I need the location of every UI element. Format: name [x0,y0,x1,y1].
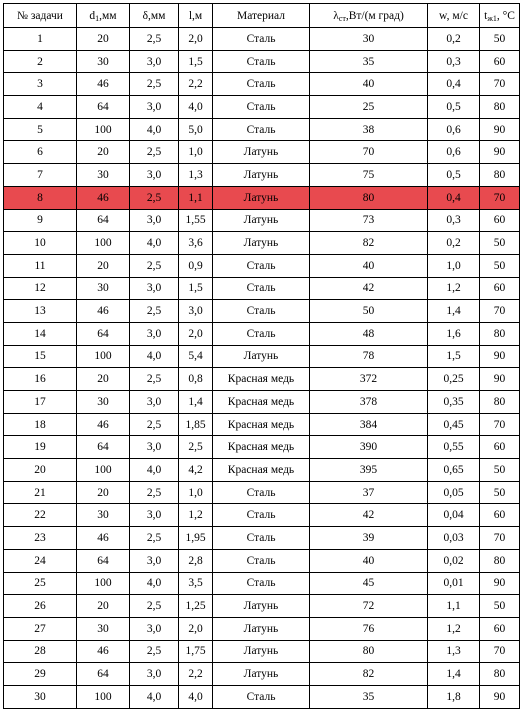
cell-task-number: 18 [4,413,77,436]
cell-thickness: 4,0 [130,459,179,482]
cell-thickness: 3,0 [130,549,179,572]
cell-material: Сталь [213,322,310,345]
header-length: l,м [179,4,213,28]
cell-diameter: 20 [77,254,130,277]
cell-temperature: 60 [480,436,520,459]
table-header [4,4,520,28]
cell-temperature: 90 [480,685,520,708]
cell-task-number: 4 [4,96,77,119]
table-body [4,28,520,709]
cell-length: 1,0 [179,481,213,504]
cell-diameter: 64 [77,209,130,232]
cell-material: Сталь [213,28,310,51]
cell-diameter: 100 [77,572,130,595]
cell-length: 3,0 [179,300,213,323]
cell-length: 1,4 [179,391,213,414]
cell-diameter: 64 [77,663,130,686]
cell-conductivity: 35 [310,685,428,708]
cell-length: 2,0 [179,617,213,640]
cell-velocity: 1,5 [428,345,480,368]
table-row [4,345,520,368]
cell-task-number: 5 [4,118,77,141]
cell-velocity: 0,6 [428,118,480,141]
cell-velocity: 1,1 [428,595,480,618]
cell-conductivity: 38 [310,118,428,141]
cell-conductivity: 25 [310,96,428,119]
cell-velocity: 0,2 [428,28,480,51]
cell-velocity: 1,4 [428,300,480,323]
cell-diameter: 20 [77,141,130,164]
cell-diameter: 64 [77,322,130,345]
cell-velocity: 1,0 [428,254,480,277]
cell-conductivity: 48 [310,322,428,345]
cell-material: Латунь [213,663,310,686]
cell-task-number: 26 [4,595,77,618]
cell-diameter: 100 [77,685,130,708]
cell-material: Красная медь [213,391,310,414]
cell-conductivity: 390 [310,436,428,459]
cell-conductivity: 372 [310,368,428,391]
cell-velocity: 0,2 [428,232,480,255]
cell-velocity: 0,65 [428,459,480,482]
cell-length: 1,0 [179,141,213,164]
cell-material: Сталь [213,254,310,277]
cell-length: 0,8 [179,368,213,391]
cell-material: Латунь [213,617,310,640]
cell-task-number: 20 [4,459,77,482]
cell-conductivity: 42 [310,504,428,527]
table-row [4,141,520,164]
cell-conductivity: 42 [310,277,428,300]
cell-conductivity: 40 [310,254,428,277]
cell-diameter: 30 [77,277,130,300]
cell-diameter: 100 [77,232,130,255]
cell-diameter: 30 [77,617,130,640]
cell-conductivity: 70 [310,141,428,164]
cell-task-number: 16 [4,368,77,391]
cell-thickness: 2,5 [130,640,179,663]
cell-diameter: 46 [77,640,130,663]
table-row [4,436,520,459]
cell-velocity: 1,3 [428,640,480,663]
cell-conductivity: 73 [310,209,428,232]
cell-temperature: 60 [480,209,520,232]
cell-temperature: 80 [480,164,520,187]
cell-conductivity: 78 [310,345,428,368]
cell-material: Сталь [213,549,310,572]
cell-diameter: 46 [77,186,130,209]
cell-conductivity: 378 [310,391,428,414]
cell-task-number: 28 [4,640,77,663]
cell-thickness: 4,0 [130,232,179,255]
cell-task-number: 7 [4,164,77,187]
cell-material: Латунь [213,141,310,164]
cell-velocity: 0,04 [428,504,480,527]
cell-thickness: 3,0 [130,277,179,300]
cell-velocity: 1,2 [428,277,480,300]
cell-conductivity: 80 [310,640,428,663]
cell-task-number: 3 [4,73,77,96]
cell-diameter: 64 [77,96,130,119]
cell-diameter: 20 [77,595,130,618]
cell-task-number: 10 [4,232,77,255]
cell-length: 1,95 [179,527,213,550]
cell-material: Латунь [213,186,310,209]
cell-velocity: 0,5 [428,164,480,187]
cell-conductivity: 82 [310,663,428,686]
cell-velocity: 0,45 [428,413,480,436]
table-row [4,254,520,277]
cell-conductivity: 40 [310,549,428,572]
table-row [4,209,520,232]
cell-task-number: 12 [4,277,77,300]
cell-task-number: 25 [4,572,77,595]
header-conductivity: $\lambda_{ст},Вт/(м$ град) [310,4,428,28]
cell-length: 2,5 [179,436,213,459]
cell-velocity: 0,03 [428,527,480,550]
cell-thickness: 3,0 [130,322,179,345]
cell-velocity: 0,3 [428,50,480,73]
cell-task-number: 21 [4,481,77,504]
cell-length: 5,4 [179,345,213,368]
cell-conductivity: 30 [310,28,428,51]
table-row [4,572,520,595]
cell-material: Латунь [213,232,310,255]
cell-thickness: 2,5 [130,413,179,436]
cell-material: Красная медь [213,436,310,459]
cell-thickness: 4,0 [130,572,179,595]
table-row [4,118,520,141]
cell-thickness: 3,0 [130,617,179,640]
header-diameter: $d_1,мм$ [77,4,130,28]
cell-temperature: 70 [480,73,520,96]
cell-length: 1,3 [179,164,213,187]
cell-material: Сталь [213,504,310,527]
cell-conductivity: 37 [310,481,428,504]
cell-material: Красная медь [213,368,310,391]
table-row [4,459,520,482]
cell-thickness: 4,0 [130,685,179,708]
cell-conductivity: 80 [310,186,428,209]
cell-thickness: 3,0 [130,391,179,414]
cell-temperature: 60 [480,50,520,73]
cell-conductivity: 50 [310,300,428,323]
cell-material: Сталь [213,527,310,550]
cell-length: 2,0 [179,28,213,51]
cell-length: 1,2 [179,504,213,527]
cell-length: 2,2 [179,663,213,686]
cell-temperature: 90 [480,368,520,391]
cell-task-number: 15 [4,345,77,368]
cell-task-number: 24 [4,549,77,572]
cell-temperature: 60 [480,277,520,300]
cell-temperature: 50 [480,481,520,504]
cell-diameter: 20 [77,368,130,391]
cell-thickness: 2,5 [130,300,179,323]
cell-diameter: 100 [77,118,130,141]
cell-velocity: 1,6 [428,322,480,345]
cell-diameter: 100 [77,345,130,368]
cell-conductivity: 395 [310,459,428,482]
cell-thickness: 2,5 [130,595,179,618]
cell-thickness: 2,5 [130,481,179,504]
cell-diameter: 20 [77,481,130,504]
cell-thickness: 3,0 [130,164,179,187]
cell-temperature: 90 [480,345,520,368]
cell-diameter: 100 [77,459,130,482]
cell-conductivity: 72 [310,595,428,618]
table-row [4,391,520,414]
task-table [3,3,520,709]
cell-task-number: 17 [4,391,77,414]
header-temperature: $t_{ж1}$, °С [480,4,520,28]
cell-material: Сталь [213,277,310,300]
cell-temperature: 70 [480,640,520,663]
cell-velocity: 0,02 [428,549,480,572]
table-row [4,50,520,73]
cell-diameter: 30 [77,50,130,73]
cell-length: 1,5 [179,50,213,73]
table-row [4,481,520,504]
cell-length: 1,55 [179,209,213,232]
cell-material: Латунь [213,640,310,663]
cell-material: Сталь [213,572,310,595]
cell-temperature: 80 [480,322,520,345]
cell-temperature: 50 [480,232,520,255]
cell-temperature: 70 [480,186,520,209]
cell-length: 3,6 [179,232,213,255]
cell-length: 1,85 [179,413,213,436]
cell-task-number: 8 [4,186,77,209]
cell-temperature: 50 [480,595,520,618]
cell-conductivity: 384 [310,413,428,436]
cell-diameter: 20 [77,28,130,51]
cell-velocity: 1,8 [428,685,480,708]
header-row [4,4,520,28]
cell-length: 1,1 [179,186,213,209]
cell-task-number: 11 [4,254,77,277]
cell-material: Сталь [213,73,310,96]
cell-task-number: 29 [4,663,77,686]
cell-conductivity: 40 [310,73,428,96]
cell-temperature: 90 [480,118,520,141]
cell-velocity: 1,4 [428,663,480,686]
cell-length: 4,2 [179,459,213,482]
cell-conductivity: 39 [310,527,428,550]
table-row [4,640,520,663]
table-row [4,164,520,187]
table-row [4,549,520,572]
cell-temperature: 70 [480,300,520,323]
cell-diameter: 46 [77,527,130,550]
table-row [4,413,520,436]
cell-diameter: 30 [77,391,130,414]
cell-length: 5,0 [179,118,213,141]
cell-thickness: 3,0 [130,50,179,73]
cell-diameter: 30 [77,164,130,187]
cell-material: Сталь [213,50,310,73]
cell-velocity: 0,55 [428,436,480,459]
cell-thickness: 2,5 [130,28,179,51]
cell-task-number: 23 [4,527,77,550]
cell-temperature: 80 [480,549,520,572]
cell-thickness: 3,0 [130,209,179,232]
cell-task-number: 14 [4,322,77,345]
cell-velocity: 0,35 [428,391,480,414]
cell-velocity: 0,05 [428,481,480,504]
cell-diameter: 30 [77,504,130,527]
cell-length: 2,2 [179,73,213,96]
cell-length: 1,5 [179,277,213,300]
cell-diameter: 46 [77,300,130,323]
cell-task-number: 2 [4,50,77,73]
table-row [4,73,520,96]
header-thickness: δ,мм [130,4,179,28]
cell-velocity: 0,25 [428,368,480,391]
cell-diameter: 64 [77,549,130,572]
cell-thickness: 4,0 [130,345,179,368]
cell-material: Сталь [213,118,310,141]
cell-conductivity: 82 [310,232,428,255]
cell-thickness: 2,5 [130,73,179,96]
cell-temperature: 80 [480,391,520,414]
cell-length: 4,0 [179,685,213,708]
cell-length: 2,0 [179,322,213,345]
cell-temperature: 90 [480,141,520,164]
cell-temperature: 50 [480,28,520,51]
cell-conductivity: 76 [310,617,428,640]
cell-length: 1,75 [179,640,213,663]
cell-velocity: 0,4 [428,186,480,209]
table-row [4,595,520,618]
cell-material: Красная медь [213,459,310,482]
table-row [4,368,520,391]
cell-material: Латунь [213,345,310,368]
cell-thickness: 3,0 [130,96,179,119]
header-material: Материал [213,4,310,28]
cell-conductivity: 45 [310,572,428,595]
cell-material: Сталь [213,96,310,119]
cell-material: Сталь [213,300,310,323]
cell-material: Сталь [213,481,310,504]
table-row [4,322,520,345]
cell-length: 0,9 [179,254,213,277]
cell-diameter: 64 [77,436,130,459]
cell-conductivity: 75 [310,164,428,187]
cell-temperature: 50 [480,459,520,482]
cell-thickness: 3,0 [130,436,179,459]
cell-temperature: 90 [480,572,520,595]
table-row [4,527,520,550]
cell-task-number: 6 [4,141,77,164]
table-row [4,504,520,527]
cell-velocity: 0,4 [428,73,480,96]
cell-temperature: 60 [480,504,520,527]
cell-task-number: 9 [4,209,77,232]
cell-thickness: 2,5 [130,141,179,164]
cell-material: Сталь [213,685,310,708]
cell-velocity: 0,01 [428,572,480,595]
cell-material: Латунь [213,164,310,187]
cell-conductivity: 35 [310,50,428,73]
cell-task-number: 22 [4,504,77,527]
cell-diameter: 46 [77,73,130,96]
cell-velocity: 0,5 [428,96,480,119]
cell-velocity: 0,3 [428,209,480,232]
cell-temperature: 80 [480,663,520,686]
cell-task-number: 27 [4,617,77,640]
cell-temperature: 50 [480,254,520,277]
cell-length: 3,5 [179,572,213,595]
table-row [4,96,520,119]
cell-length: 2,8 [179,549,213,572]
cell-thickness: 3,0 [130,504,179,527]
table-row [4,663,520,686]
cell-task-number: 1 [4,28,77,51]
cell-material: Латунь [213,209,310,232]
cell-thickness: 2,5 [130,527,179,550]
cell-task-number: 19 [4,436,77,459]
cell-temperature: 70 [480,413,520,436]
table-row [4,232,520,255]
cell-thickness: 2,5 [130,368,179,391]
cell-task-number: 13 [4,300,77,323]
cell-temperature: 80 [480,96,520,119]
table-row [4,617,520,640]
table-row [4,685,520,708]
cell-length: 1,25 [179,595,213,618]
cell-diameter: 46 [77,413,130,436]
header-velocity: w, м/с [428,4,480,28]
cell-thickness: 2,5 [130,254,179,277]
cell-thickness: 2,5 [130,186,179,209]
cell-thickness: 3,0 [130,663,179,686]
cell-velocity: 1,2 [428,617,480,640]
cell-velocity: 0,6 [428,141,480,164]
cell-temperature: 60 [480,617,520,640]
cell-temperature: 70 [480,527,520,550]
table-row [4,277,520,300]
table-row-highlighted [4,186,520,209]
cell-length: 4,0 [179,96,213,119]
header-task-number: № задачи [4,4,77,28]
cell-material: Латунь [213,595,310,618]
cell-material: Красная медь [213,413,310,436]
table-row [4,28,520,51]
cell-thickness: 4,0 [130,118,179,141]
table-row [4,300,520,323]
cell-task-number: 30 [4,685,77,708]
